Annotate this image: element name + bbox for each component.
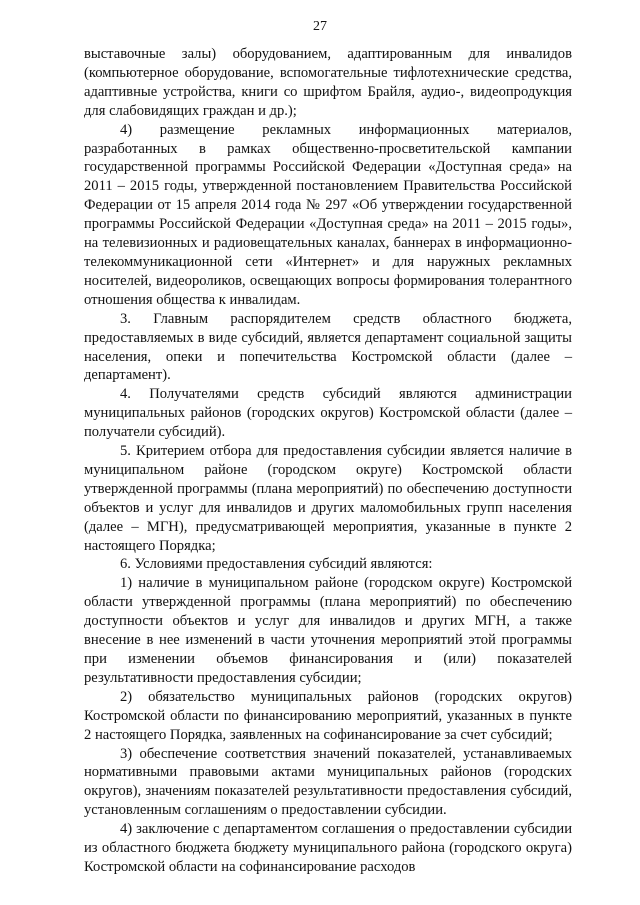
paragraph-6-conditions: 6. Условиями предоставления субсидий являются: bbox=[120, 556, 433, 573]
paragraph-item-4-advertising: 4) размещение рекламных информационных материалов, разработанных в рамках общественно-просветительской кампании государственной программы Российской Федерации «Доступная среда» на 2011 – 2015 годы, утвержденной постановлением Правительства Российской Федерации от 15 апреля 2014 года № 297 «Об утверждении государственной программы Российской Федерации «Доступная среда» на 2011 – 2015 годы», на телевизионных и радиовещательных каналах, баннерах в информационно-телекоммуникационной сети «Интернет» и для наружных рекламных носителей, видеороликов, освещающих вопросы формирования толерантного отношения общества к инвалидам. bbox=[84, 121, 572, 308]
paragraph-3-main-manager: 3. Главным распорядителем средств областного бюджета, предоставляемых в виде субсидий, является департамент социальной защиты населения, опеки и попечительства Костромской области (далее – департамент). bbox=[84, 310, 572, 384]
paragraph-condition-2: 2) обязательство муниципальных районов (городских округов) Костромской области по финансированию мероприятий, указанных в пункте 2 настоящего Порядка, заявленных на софинансирование за счет субсидий; bbox=[84, 688, 572, 743]
paragraph-continuation: выставочные залы) оборудованием, адаптированным для инвалидов (компьютерное оборудование, вспомогательные тифлотехнические средства, адаптивные устройства, книги со шрифтом Брайля, аудио-, видеопродукция для слабовидящих граждан и др.); bbox=[84, 46, 572, 119]
paragraph-condition-3: 3) обеспечение соответствия значений показателей, устанавливаемых нормативными правовыми актами муниципальных районов (городских округов), значениям показателей результативности предоставления субсидий, установленным соглашениям о предоставлении субсидии. bbox=[84, 745, 572, 819]
page-number: 27 bbox=[313, 19, 327, 34]
document-body bbox=[84, 45, 572, 877]
paragraph-condition-1: 1) наличие в муниципальном районе (городском округе) Костромской области утвержденной программы (плана мероприятий) по обеспечению доступности объектов и услуг для инвалидов и других МГН, а также внесение в нее изменений в части уточнения мероприятий этой программы при изменении объемов финансирования и (или) показателей результативности предоставления субсидии; bbox=[84, 575, 572, 686]
paragraph-5-selection-criterion: 5. Критерием отбора для предоставления субсидии является наличие в муниципальном районе (городском округе) Костромской области утвержденной программы (плана мероприятий) по обеспечению доступности объектов и услуг для инвалидов и других маломобильных групп населения (далее – МГН), предусматривающей мероприятия, указанные в пункте 2 настоящего Порядка; bbox=[84, 443, 572, 554]
paragraph-4-recipients: 4. Получателями средств субсидий являются администрации муниципальных районов (городских округов) Костромской области (далее – получатели субсидий). bbox=[84, 386, 572, 441]
paragraph-condition-4: 4) заключение с департаментом соглашения о предоставлении субсидии из областного бюджета бюджету муниципального района (городского округа) Костромской области на софинансирование расходов bbox=[84, 821, 572, 875]
